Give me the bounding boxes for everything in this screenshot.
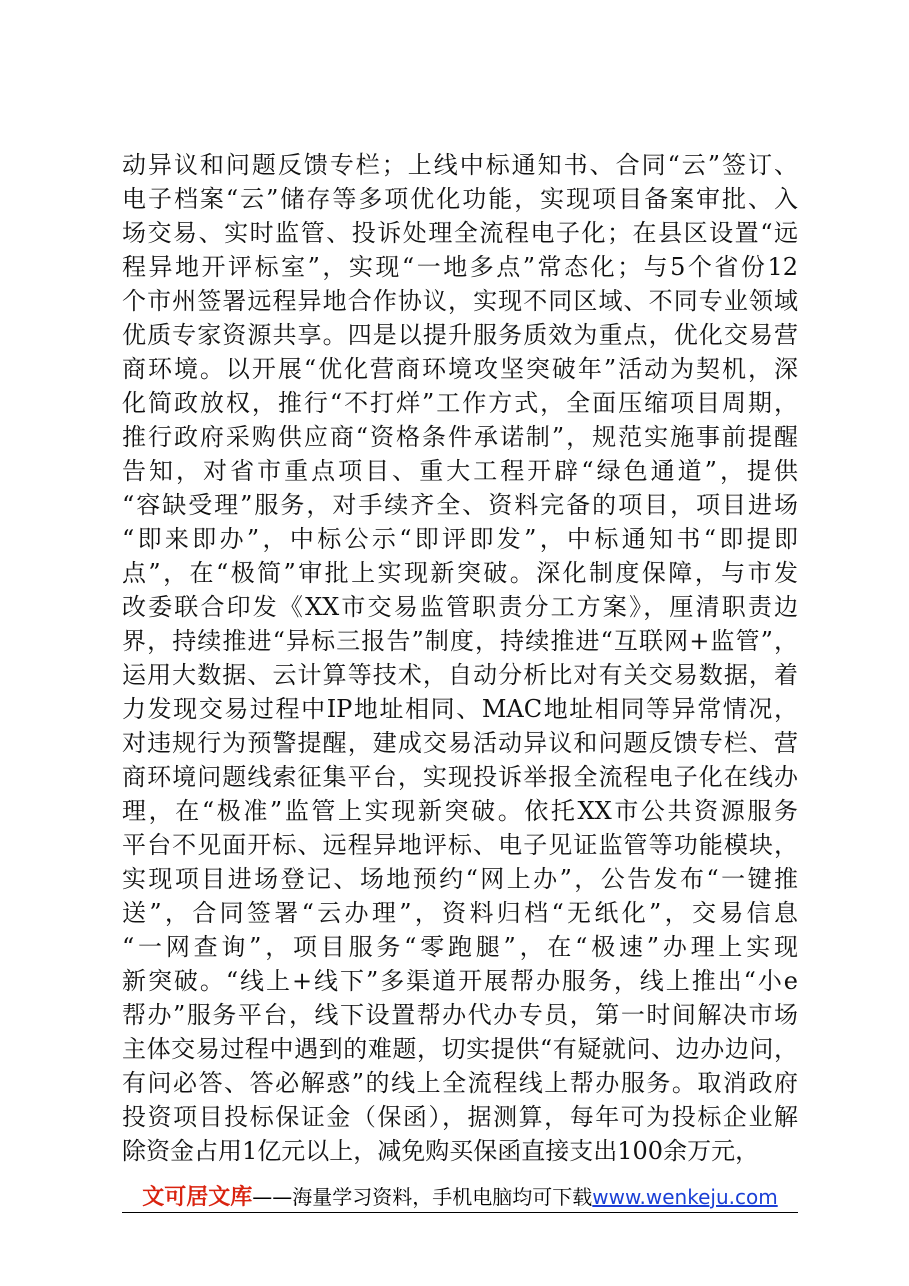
text-line: 有问必答、答必解惑”的线上全流程线上帮办服务。取消政府 <box>122 1069 798 1097</box>
footer-brand: 文可居文库 <box>142 1185 253 1210</box>
text-line: 程异地开评标室”，实现“一地多点”常态化；与5个省份12 <box>122 253 798 281</box>
text-line: 优质专家资源共享。四是以提升服务质效为重点，优化交易营 <box>122 321 798 349</box>
text-line: 改委联合印发《XX市交易监管职责分工方案》，厘清职责边 <box>122 593 798 621</box>
text-line: 除资金占用1亿元以上，减免购买保函直接支出100余万元， <box>122 1137 760 1165</box>
text-line: 告知，对省市重点项目、重大工程开辟“绿色通道”，提供 <box>122 457 798 485</box>
footer-divider <box>122 1212 798 1213</box>
text-line: 平台不见面开标、远程异地评标、电子见证监管等功能模块， <box>122 831 798 859</box>
body-text <box>122 148 798 1168</box>
text-line: “容缺受理”服务，对手续齐全、资料完备的项目，项目进场 <box>122 491 798 519</box>
text-line: 场交易、实时监管、投诉处理全流程电子化；在县区设置“远 <box>122 219 798 247</box>
footer-website-link[interactable]: www.wenkeju.com <box>592 1185 778 1209</box>
text-line: 理，在“极准”监管上实现新突破。依托XX市公共资源服务 <box>122 797 798 825</box>
text-line: 投资项目投标保证金（保函），据测算，每年可为投标企业解 <box>122 1103 798 1131</box>
text-line: “即来即办”，中标公示“即评即发”，中标通知书“即提即 <box>122 525 798 553</box>
text-line: 个市州签署远程异地合作协议，实现不同区域、不同专业领域 <box>122 287 798 315</box>
text-line: 新突破。“线上+线下”多渠道开展帮办服务，线上推出“小e <box>122 967 798 995</box>
text-line: 商环境。以开展“优化营商环境攻坚突破年”活动为契机，深 <box>122 355 798 383</box>
page-footer <box>122 1182 798 1212</box>
footer-tagline: ——海量学习资料，手机电脑均可下载 <box>252 1185 593 1209</box>
text-line: 力发现交易过程中IP地址相同、MAC地址相同等异常情况， <box>122 695 798 723</box>
text-line: 点”，在“极简”审批上实现新突破。深化制度保障，与市发 <box>122 559 798 587</box>
text-line: 化简政放权，推行“不打烊”工作方式，全面压缩项目周期， <box>122 389 798 417</box>
text-line: 运用大数据、云计算等技术，自动分析比对有关交易数据，着 <box>122 661 798 689</box>
text-line: 界，持续推进“异标三报告”制度，持续推进“互联网+监管”， <box>122 627 798 655</box>
text-line: 商环境问题线索征集平台，实现投诉举报全流程电子化在线办 <box>122 763 798 791</box>
text-line: 电子档案“云”储存等多项优化功能，实现项目备案审批、入 <box>122 185 798 213</box>
text-line: 主体交易过程中遇到的难题，切实提供“有疑就问、边办边问， <box>122 1035 798 1063</box>
text-line: 送”，合同签署“云办理”，资料归档“无纸化”，交易信息 <box>122 899 798 927</box>
text-line: 推行政府采购供应商“资格条件承诺制”，规范实施事前提醒 <box>122 423 798 451</box>
text-line: 实现项目进场登记、场地预约“网上办”，公告发布“一键推 <box>122 865 798 893</box>
text-line: 对违规行为预警提醒，建成交易活动异议和问题反馈专栏、营 <box>122 729 798 757</box>
text-line: “一网查询”，项目服务“零跑腿”，在“极速”办理上实现 <box>122 933 798 961</box>
text-line: 动异议和问题反馈专栏；上线中标通知书、合同“云”签订、 <box>122 151 798 179</box>
text-line: 帮办”服务平台，线下设置帮办代办专员，第一时间解决市场 <box>122 1001 798 1029</box>
